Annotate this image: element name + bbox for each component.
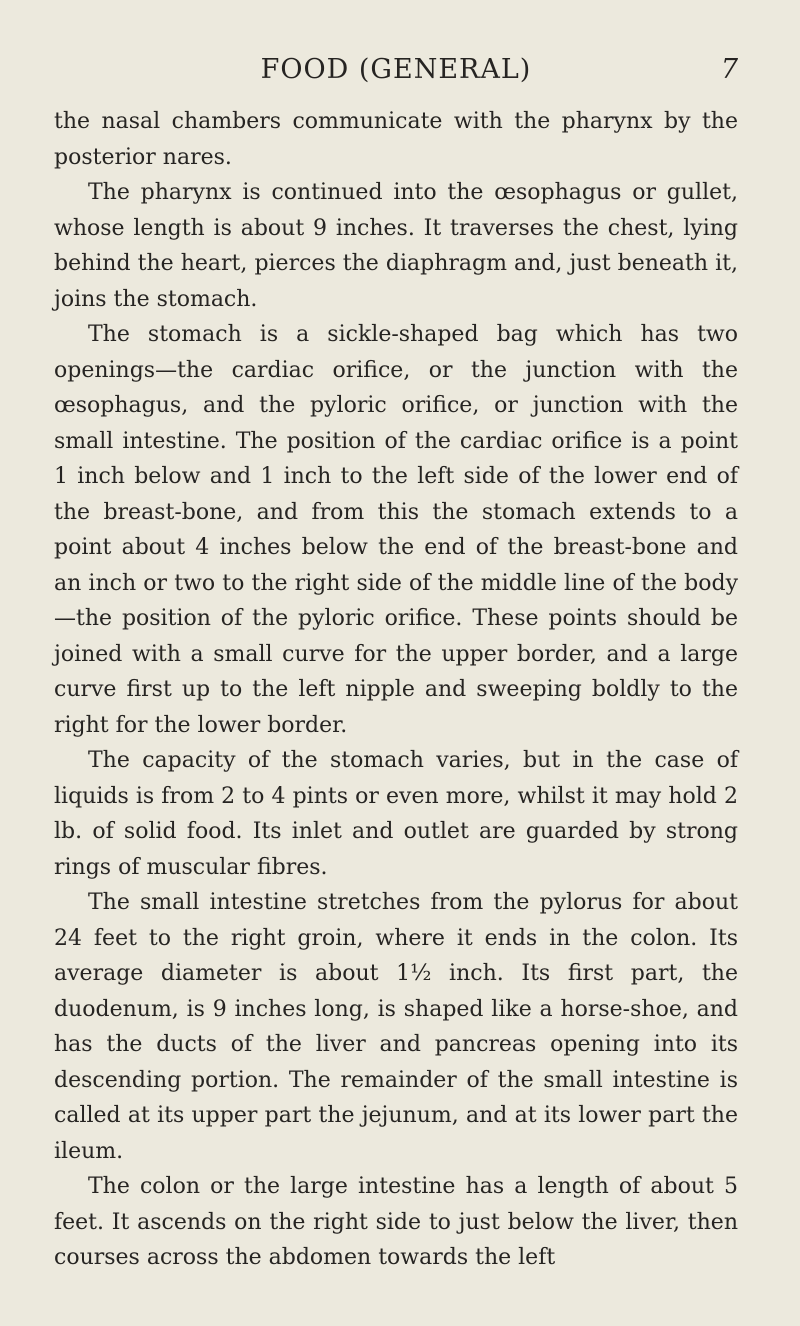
paragraph-small-intestine: The small intestine stretches from the pylorus for about 24 feet to the right groin, where it ends in the colon. Its average diameter is about 1½ inch. Its first part, the duodenum, is 9 inches long, is shaped like a horse-shoe, and has the ducts of the liver and pancreas opening into its descending portion. The remainder of the small intestine is called at its upper part the jejunum, and at its lower part the ileum. (54, 890, 738, 1164)
paragraph-continued: the nasal chambers communicate with the pharynx by the posterior nares. (54, 109, 738, 170)
paragraph-pharynx: The pharynx is continued into the œsophagus or gullet, whose length is about 9 inches. It traverses the chest, lying behind the heart, pierces the diaphragm and, just beneath it, joins the stomach. (54, 180, 738, 312)
running-head: FOOD (GENERAL) (260, 54, 532, 85)
paragraph-stomach: The stomach is a sickle-shaped bag which has two openings—the cardiac orifice, or the junction with the œsophagus, and the pyloric orifice, or junction with the small intestine. The position of the cardiac orifice is a point 1 inch below and 1 inch to the left side of the lower end of the breast-bone, and from this the stomach extends to a point about 4 inches below the end of the breast-bone and an inch or two to the right side of the middle line of the body—the position of the pyloric orifice. These points should be joined with a small curve for the upper border, and a large curve first up to the left nipple and sweeping boldly to the right for the lower border. (54, 322, 738, 738)
page-header (54, 44, 738, 88)
paragraph-capacity: The capacity of the stomach varies, but in the case of liquids is from 2 to 4 pints or even more, whilst it may hold 2 lb. of solid food. Its inlet and outlet are guarded by strong rings of muscular fibres. (54, 748, 738, 880)
page-number: 7 (720, 54, 738, 85)
body-text (54, 104, 738, 1276)
paragraph-colon: The colon or the large intestine has a length of about 5 feet. It ascends on the right side to just below the liver, then courses across the abdomen towards the left (54, 1174, 738, 1270)
